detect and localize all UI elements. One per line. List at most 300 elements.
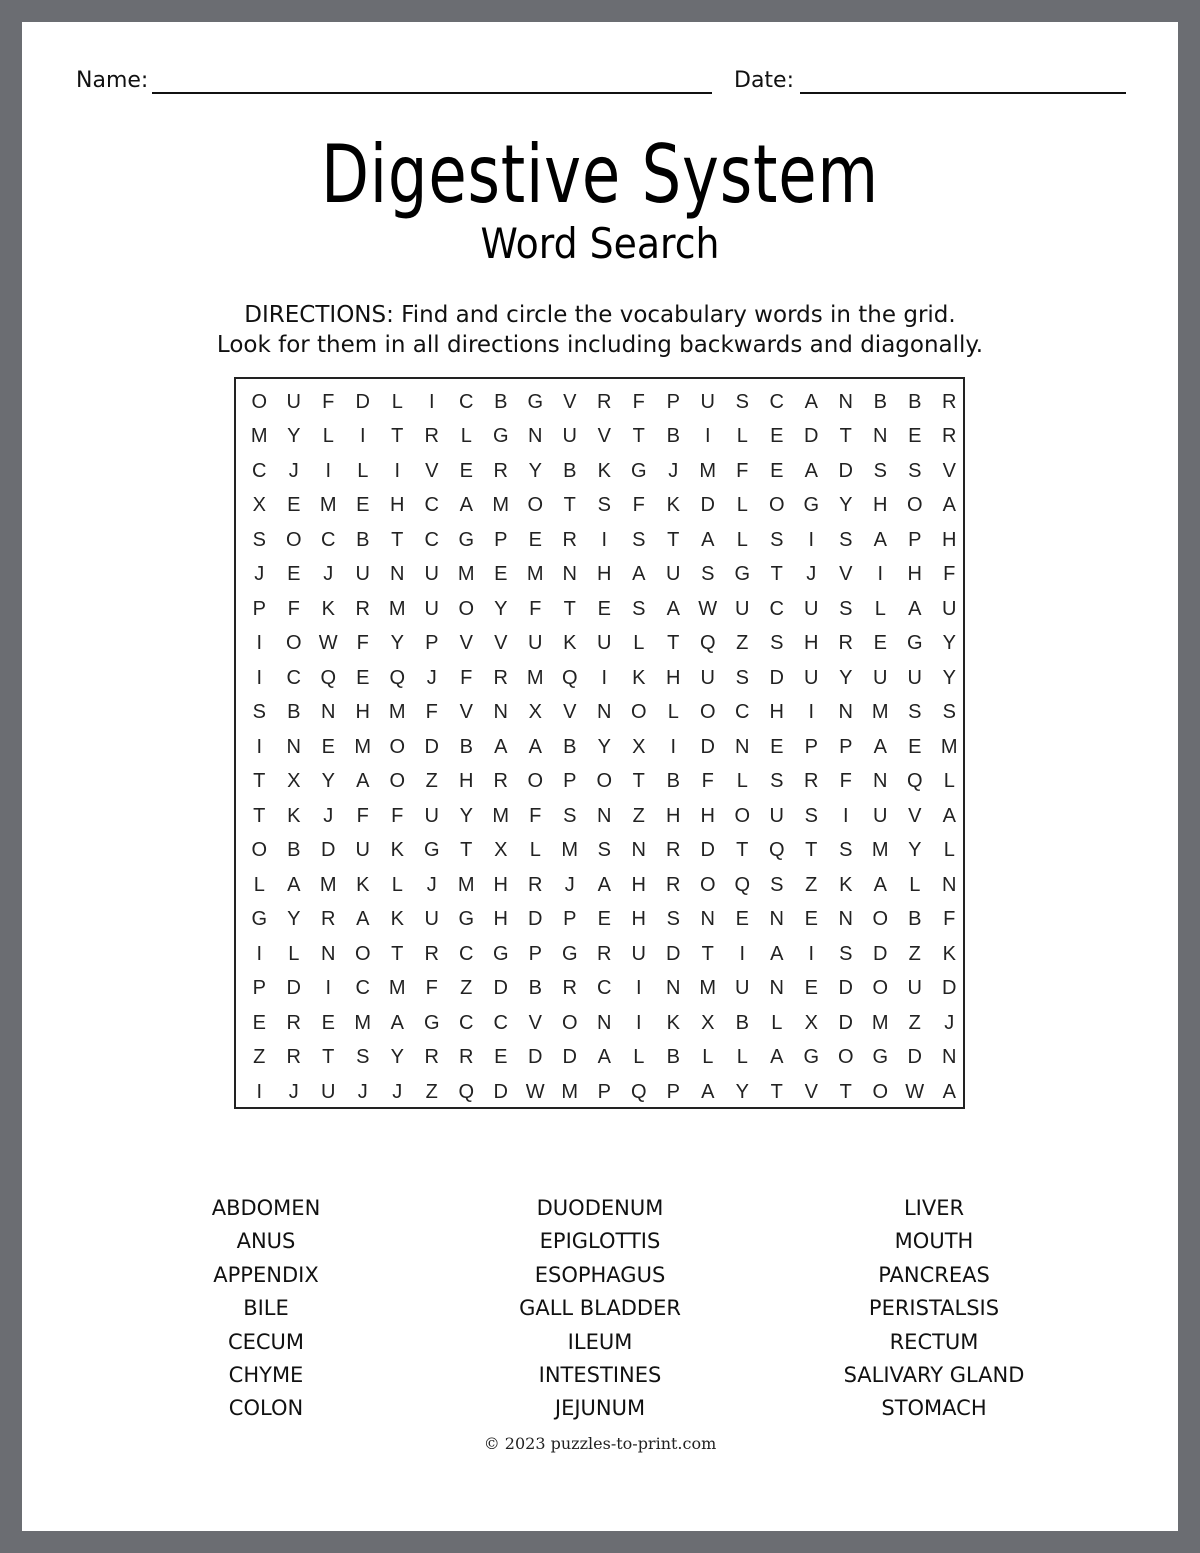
grid-letter[interactable]: F bbox=[356, 804, 369, 827]
grid-letter[interactable]: E bbox=[287, 494, 301, 517]
grid-letter[interactable]: T bbox=[253, 804, 266, 827]
grid-letter[interactable]: V bbox=[804, 1080, 818, 1103]
grid-letter[interactable]: N bbox=[838, 908, 853, 931]
grid-letter[interactable]: M bbox=[526, 563, 544, 586]
grid-letter[interactable]: R bbox=[493, 770, 508, 793]
grid-letter[interactable]: E bbox=[321, 1011, 335, 1034]
grid-letter[interactable]: R bbox=[562, 977, 577, 1000]
grid-letter[interactable]: H bbox=[493, 908, 508, 931]
grid-letter[interactable]: A bbox=[873, 528, 887, 551]
grid-letter[interactable]: J bbox=[288, 1080, 299, 1103]
grid-letter[interactable]: A bbox=[770, 1046, 784, 1069]
grid-letter[interactable]: G bbox=[734, 563, 751, 586]
grid-letter[interactable]: Y bbox=[839, 494, 853, 517]
grid-letter[interactable]: F bbox=[632, 390, 645, 413]
grid-letter[interactable]: J bbox=[564, 873, 575, 896]
grid-letter[interactable]: I bbox=[739, 942, 746, 965]
grid-letter[interactable]: U bbox=[907, 666, 922, 689]
grid-letter[interactable]: R bbox=[597, 390, 612, 413]
grid-letter[interactable]: X bbox=[632, 735, 646, 758]
grid-letter[interactable]: E bbox=[908, 425, 922, 448]
grid-letter[interactable]: Y bbox=[942, 666, 956, 689]
grid-letter[interactable]: K bbox=[597, 459, 611, 482]
grid-letter[interactable]: L bbox=[633, 632, 645, 655]
grid-letter[interactable]: C bbox=[735, 701, 750, 724]
grid-letter[interactable]: W bbox=[698, 597, 718, 620]
grid-letter[interactable]: H bbox=[666, 804, 681, 827]
grid-letter[interactable]: A bbox=[942, 804, 956, 827]
grid-letter[interactable]: E bbox=[494, 1046, 508, 1069]
grid-letter[interactable]: S bbox=[252, 701, 266, 724]
grid-letter[interactable]: O bbox=[768, 494, 785, 517]
grid-letter[interactable]: A bbox=[356, 908, 370, 931]
grid-letter[interactable]: K bbox=[287, 804, 301, 827]
grid-letter[interactable]: V bbox=[494, 632, 508, 655]
grid-letter[interactable]: L bbox=[391, 390, 403, 413]
grid-letter[interactable]: T bbox=[839, 1080, 852, 1103]
grid-letter[interactable]: P bbox=[252, 597, 266, 620]
grid-letter[interactable]: K bbox=[942, 942, 956, 965]
grid-letter[interactable]: N bbox=[769, 908, 784, 931]
grid-letter[interactable]: B bbox=[459, 735, 473, 758]
grid-letter[interactable]: O bbox=[872, 1080, 889, 1103]
grid-letter[interactable]: Z bbox=[425, 1080, 438, 1103]
grid-letter[interactable]: F bbox=[943, 563, 956, 586]
grid-letter[interactable]: Y bbox=[494, 597, 508, 620]
grid-letter[interactable]: X bbox=[252, 494, 266, 517]
grid-letter[interactable]: P bbox=[804, 735, 818, 758]
grid-letter[interactable]: D bbox=[528, 1046, 543, 1069]
grid-letter[interactable]: U bbox=[355, 839, 370, 862]
grid-letter[interactable]: V bbox=[563, 390, 577, 413]
grid-letter[interactable]: T bbox=[839, 425, 852, 448]
grid-letter[interactable]: N bbox=[528, 425, 543, 448]
grid-letter[interactable]: L bbox=[771, 1011, 783, 1034]
grid-letter[interactable]: X bbox=[287, 770, 301, 793]
grid-letter[interactable]: P bbox=[666, 390, 680, 413]
grid-letter[interactable]: Y bbox=[735, 1080, 749, 1103]
grid-letter[interactable]: A bbox=[701, 1080, 715, 1103]
grid-letter[interactable]: K bbox=[666, 494, 680, 517]
grid-letter[interactable]: U bbox=[769, 804, 784, 827]
grid-letter[interactable]: M bbox=[388, 597, 406, 620]
grid-letter[interactable]: T bbox=[632, 770, 645, 793]
grid-letter[interactable]: D bbox=[286, 977, 301, 1000]
grid-letter[interactable]: C bbox=[459, 390, 474, 413]
grid-letter[interactable]: I bbox=[256, 942, 263, 965]
grid-letter[interactable]: N bbox=[321, 701, 336, 724]
grid-letter[interactable]: L bbox=[736, 1046, 748, 1069]
grid-letter[interactable]: X bbox=[701, 1011, 715, 1034]
grid-letter[interactable]: I bbox=[256, 1080, 263, 1103]
grid-letter[interactable]: O bbox=[389, 770, 406, 793]
grid-letter[interactable]: M bbox=[492, 804, 510, 827]
grid-letter[interactable]: B bbox=[287, 701, 301, 724]
grid-letter[interactable]: L bbox=[322, 425, 334, 448]
grid-letter[interactable]: H bbox=[631, 873, 646, 896]
grid-letter[interactable]: X bbox=[494, 839, 508, 862]
grid-letter[interactable]: D bbox=[700, 839, 715, 862]
grid-letter[interactable]: E bbox=[908, 735, 922, 758]
grid-letter[interactable]: H bbox=[700, 804, 715, 827]
grid-letter[interactable]: G bbox=[561, 942, 578, 965]
grid-letter[interactable]: I bbox=[808, 701, 815, 724]
grid-letter[interactable]: V bbox=[459, 632, 473, 655]
grid-letter[interactable]: M bbox=[940, 735, 958, 758]
grid-letter[interactable]: G bbox=[423, 1011, 440, 1034]
grid-letter[interactable]: O bbox=[906, 494, 923, 517]
grid-letter[interactable]: D bbox=[562, 1046, 577, 1069]
grid-letter[interactable]: F bbox=[943, 908, 956, 931]
grid-letter[interactable]: M bbox=[319, 494, 337, 517]
grid-letter[interactable]: R bbox=[321, 908, 336, 931]
grid-letter[interactable]: U bbox=[735, 597, 750, 620]
grid-letter[interactable]: U bbox=[424, 804, 439, 827]
grid-letter[interactable]: W bbox=[318, 632, 338, 655]
grid-letter[interactable]: Y bbox=[390, 1046, 404, 1069]
grid-letter[interactable]: C bbox=[597, 977, 612, 1000]
grid-letter[interactable]: T bbox=[563, 494, 576, 517]
grid-letter[interactable]: R bbox=[286, 1011, 301, 1034]
grid-letter[interactable]: M bbox=[457, 873, 475, 896]
grid-letter[interactable]: R bbox=[424, 1046, 439, 1069]
grid-letter[interactable]: F bbox=[701, 770, 714, 793]
grid-letter[interactable]: G bbox=[527, 390, 544, 413]
grid-letter[interactable]: T bbox=[391, 528, 404, 551]
grid-letter[interactable]: J bbox=[668, 459, 679, 482]
grid-letter[interactable]: O bbox=[837, 1046, 854, 1069]
grid-letter[interactable]: G bbox=[872, 1046, 889, 1069]
grid-letter[interactable]: K bbox=[563, 632, 577, 655]
grid-letter[interactable]: U bbox=[804, 597, 819, 620]
grid-letter[interactable]: E bbox=[770, 425, 784, 448]
grid-letter[interactable]: I bbox=[670, 735, 677, 758]
grid-letter[interactable]: A bbox=[942, 494, 956, 517]
grid-letter[interactable]: H bbox=[804, 632, 819, 655]
grid-letter[interactable]: Z bbox=[632, 804, 645, 827]
grid-letter[interactable]: L bbox=[943, 770, 955, 793]
grid-letter[interactable]: M bbox=[492, 494, 510, 517]
grid-letter[interactable]: Q bbox=[906, 770, 923, 793]
grid-letter[interactable]: K bbox=[321, 597, 335, 620]
grid-letter[interactable]: J bbox=[426, 666, 437, 689]
grid-letter[interactable]: L bbox=[736, 770, 748, 793]
grid-letter[interactable]: L bbox=[736, 425, 748, 448]
grid-letter[interactable]: E bbox=[252, 1011, 266, 1034]
grid-letter[interactable]: B bbox=[908, 908, 922, 931]
grid-letter[interactable]: S bbox=[597, 494, 611, 517]
grid-letter[interactable]: U bbox=[321, 1080, 336, 1103]
grid-letter[interactable]: O bbox=[630, 701, 647, 724]
grid-letter[interactable]: E bbox=[494, 563, 508, 586]
grid-letter[interactable]: S bbox=[908, 459, 922, 482]
grid-letter[interactable]: Q bbox=[389, 666, 406, 689]
grid-letter[interactable]: S bbox=[356, 1046, 370, 1069]
grid-letter[interactable]: D bbox=[493, 1080, 508, 1103]
grid-letter[interactable]: V bbox=[563, 701, 577, 724]
grid-letter[interactable]: A bbox=[873, 735, 887, 758]
grid-letter[interactable]: A bbox=[356, 770, 370, 793]
grid-letter[interactable]: J bbox=[357, 1080, 368, 1103]
grid-letter[interactable]: I bbox=[808, 528, 815, 551]
grid-letter[interactable]: R bbox=[528, 873, 543, 896]
grid-letter[interactable]: P bbox=[839, 735, 853, 758]
grid-letter[interactable]: J bbox=[426, 873, 437, 896]
grid-letter[interactable]: N bbox=[286, 735, 301, 758]
date-field[interactable] bbox=[800, 92, 1126, 94]
grid-letter[interactable]: M bbox=[871, 839, 889, 862]
grid-letter[interactable]: N bbox=[390, 563, 405, 586]
grid-letter[interactable]: P bbox=[563, 770, 577, 793]
grid-letter[interactable]: H bbox=[597, 563, 612, 586]
grid-letter[interactable]: L bbox=[357, 459, 369, 482]
grid-letter[interactable]: N bbox=[735, 735, 750, 758]
grid-letter[interactable]: J bbox=[254, 563, 265, 586]
grid-letter[interactable]: B bbox=[287, 839, 301, 862]
grid-letter[interactable]: V bbox=[425, 459, 439, 482]
grid-letter[interactable]: P bbox=[597, 1080, 611, 1103]
grid-letter[interactable]: Z bbox=[908, 1011, 921, 1034]
grid-letter[interactable]: G bbox=[458, 908, 475, 931]
grid-letter[interactable]: A bbox=[873, 873, 887, 896]
grid-letter[interactable]: W bbox=[905, 1080, 925, 1103]
grid-letter[interactable]: I bbox=[325, 977, 332, 1000]
grid-letter[interactable]: C bbox=[252, 459, 267, 482]
grid-letter[interactable]: M bbox=[561, 839, 579, 862]
grid-letter[interactable]: U bbox=[700, 666, 715, 689]
grid-letter[interactable]: F bbox=[425, 701, 438, 724]
grid-letter[interactable]: M bbox=[354, 1011, 372, 1034]
grid-letter[interactable]: I bbox=[808, 942, 815, 965]
grid-letter[interactable]: M bbox=[699, 977, 717, 1000]
grid-letter[interactable]: K bbox=[666, 1011, 680, 1034]
grid-letter[interactable]: O bbox=[561, 1011, 578, 1034]
grid-letter[interactable]: P bbox=[908, 528, 922, 551]
grid-letter[interactable]: I bbox=[256, 666, 263, 689]
grid-letter[interactable]: T bbox=[460, 839, 473, 862]
grid-letter[interactable]: M bbox=[319, 873, 337, 896]
grid-letter[interactable]: O bbox=[458, 597, 475, 620]
grid-letter[interactable]: C bbox=[286, 666, 301, 689]
grid-letter[interactable]: V bbox=[597, 425, 611, 448]
grid-letter[interactable]: D bbox=[666, 942, 681, 965]
grid-letter[interactable]: S bbox=[839, 597, 853, 620]
grid-letter[interactable]: X bbox=[804, 1011, 818, 1034]
grid-letter[interactable]: D bbox=[424, 735, 439, 758]
grid-letter[interactable]: G bbox=[458, 528, 475, 551]
grid-letter[interactable]: P bbox=[425, 632, 439, 655]
grid-letter[interactable]: R bbox=[838, 632, 853, 655]
grid-letter[interactable]: N bbox=[562, 563, 577, 586]
grid-letter[interactable]: A bbox=[494, 735, 508, 758]
grid-letter[interactable]: S bbox=[252, 528, 266, 551]
grid-letter[interactable]: N bbox=[321, 942, 336, 965]
grid-letter[interactable]: R bbox=[666, 873, 681, 896]
grid-letter[interactable]: C bbox=[459, 1011, 474, 1034]
grid-letter[interactable]: Y bbox=[390, 632, 404, 655]
grid-letter[interactable]: E bbox=[459, 459, 473, 482]
grid-letter[interactable]: E bbox=[597, 597, 611, 620]
grid-letter[interactable]: U bbox=[907, 977, 922, 1000]
grid-letter[interactable]: N bbox=[769, 977, 784, 1000]
grid-letter[interactable]: K bbox=[390, 908, 404, 931]
grid-letter[interactable]: D bbox=[838, 1011, 853, 1034]
grid-letter[interactable]: T bbox=[667, 632, 680, 655]
grid-letter[interactable]: R bbox=[424, 425, 439, 448]
grid-letter[interactable]: F bbox=[356, 632, 369, 655]
grid-letter[interactable]: L bbox=[391, 873, 403, 896]
grid-letter[interactable]: Z bbox=[425, 770, 438, 793]
grid-letter[interactable]: U bbox=[804, 666, 819, 689]
grid-letter[interactable]: L bbox=[288, 942, 300, 965]
grid-letter[interactable]: H bbox=[493, 873, 508, 896]
grid-letter[interactable]: D bbox=[804, 425, 819, 448]
grid-letter[interactable]: D bbox=[769, 666, 784, 689]
grid-letter[interactable]: L bbox=[253, 873, 265, 896]
grid-letter[interactable]: T bbox=[391, 425, 404, 448]
grid-letter[interactable]: A bbox=[459, 494, 473, 517]
grid-letter[interactable]: I bbox=[842, 804, 849, 827]
grid-letter[interactable]: R bbox=[286, 1046, 301, 1069]
grid-letter[interactable]: L bbox=[909, 873, 921, 896]
grid-letter[interactable]: S bbox=[735, 390, 749, 413]
grid-letter[interactable]: T bbox=[770, 563, 783, 586]
grid-letter[interactable]: E bbox=[321, 735, 335, 758]
grid-letter[interactable]: U bbox=[597, 632, 612, 655]
grid-letter[interactable]: O bbox=[699, 873, 716, 896]
grid-letter[interactable]: B bbox=[666, 425, 680, 448]
grid-letter[interactable]: U bbox=[873, 804, 888, 827]
grid-letter[interactable]: A bbox=[942, 1080, 956, 1103]
grid-letter[interactable]: V bbox=[459, 701, 473, 724]
grid-letter[interactable]: E bbox=[770, 459, 784, 482]
grid-letter[interactable]: S bbox=[563, 804, 577, 827]
grid-letter[interactable]: S bbox=[839, 528, 853, 551]
grid-letter[interactable]: W bbox=[525, 1080, 545, 1103]
grid-letter[interactable]: Q bbox=[734, 873, 751, 896]
grid-letter[interactable]: H bbox=[459, 770, 474, 793]
grid-letter[interactable]: U bbox=[355, 563, 370, 586]
grid-letter[interactable]: C bbox=[424, 528, 439, 551]
grid-letter[interactable]: N bbox=[942, 1046, 957, 1069]
grid-letter[interactable]: S bbox=[839, 839, 853, 862]
grid-letter[interactable]: F bbox=[632, 494, 645, 517]
grid-letter[interactable]: B bbox=[494, 390, 508, 413]
grid-letter[interactable]: C bbox=[769, 597, 784, 620]
grid-letter[interactable]: K bbox=[839, 873, 853, 896]
grid-letter[interactable]: Y bbox=[459, 804, 473, 827]
grid-letter[interactable]: F bbox=[287, 597, 300, 620]
grid-letter[interactable]: R bbox=[804, 770, 819, 793]
grid-letter[interactable]: R bbox=[493, 666, 508, 689]
grid-letter[interactable]: L bbox=[633, 1046, 645, 1069]
grid-letter[interactable]: U bbox=[873, 666, 888, 689]
grid-letter[interactable]: A bbox=[597, 1046, 611, 1069]
grid-letter[interactable]: B bbox=[528, 977, 542, 1000]
grid-letter[interactable]: M bbox=[457, 563, 475, 586]
grid-letter[interactable]: B bbox=[666, 770, 680, 793]
grid-letter[interactable]: Z bbox=[736, 632, 749, 655]
grid-letter[interactable]: S bbox=[804, 804, 818, 827]
grid-letter[interactable]: R bbox=[597, 942, 612, 965]
grid-letter[interactable]: N bbox=[838, 390, 853, 413]
grid-letter[interactable]: M bbox=[388, 701, 406, 724]
grid-letter[interactable]: G bbox=[630, 459, 647, 482]
grid-letter[interactable]: E bbox=[804, 977, 818, 1000]
grid-letter[interactable]: Y bbox=[942, 632, 956, 655]
grid-letter[interactable]: E bbox=[528, 528, 542, 551]
grid-letter[interactable]: N bbox=[838, 701, 853, 724]
grid-letter[interactable]: S bbox=[666, 908, 680, 931]
grid-letter[interactable]: E bbox=[597, 908, 611, 931]
grid-letter[interactable]: I bbox=[256, 735, 263, 758]
grid-letter[interactable]: D bbox=[873, 942, 888, 965]
grid-letter[interactable]: O bbox=[354, 942, 371, 965]
grid-letter[interactable]: Q bbox=[699, 632, 716, 655]
grid-letter[interactable]: G bbox=[492, 425, 509, 448]
grid-letter[interactable]: L bbox=[736, 528, 748, 551]
grid-letter[interactable]: G bbox=[803, 494, 820, 517]
grid-letter[interactable]: U bbox=[424, 563, 439, 586]
grid-letter[interactable]: A bbox=[770, 942, 784, 965]
grid-letter[interactable]: S bbox=[770, 632, 784, 655]
grid-letter[interactable]: M bbox=[354, 735, 372, 758]
grid-letter[interactable]: F bbox=[529, 804, 542, 827]
grid-letter[interactable]: V bbox=[839, 563, 853, 586]
grid-letter[interactable]: P bbox=[666, 1080, 680, 1103]
grid-letter[interactable]: Y bbox=[528, 459, 542, 482]
grid-letter[interactable]: V bbox=[528, 1011, 542, 1034]
grid-letter[interactable]: T bbox=[632, 425, 645, 448]
grid-letter[interactable]: O bbox=[527, 494, 544, 517]
grid-letter[interactable]: J bbox=[392, 1080, 403, 1103]
grid-letter[interactable]: T bbox=[563, 597, 576, 620]
grid-letter[interactable]: C bbox=[321, 528, 336, 551]
grid-letter[interactable]: R bbox=[666, 839, 681, 862]
grid-letter[interactable]: H bbox=[390, 494, 405, 517]
grid-letter[interactable]: I bbox=[704, 425, 711, 448]
grid-letter[interactable]: Q bbox=[320, 666, 337, 689]
grid-letter[interactable]: A bbox=[597, 873, 611, 896]
grid-letter[interactable]: L bbox=[736, 494, 748, 517]
grid-letter[interactable]: L bbox=[460, 425, 472, 448]
grid-letter[interactable]: I bbox=[256, 632, 263, 655]
grid-letter[interactable]: N bbox=[873, 425, 888, 448]
grid-letter[interactable]: D bbox=[700, 735, 715, 758]
grid-letter[interactable]: A bbox=[390, 1011, 404, 1034]
grid-letter[interactable]: B bbox=[356, 528, 370, 551]
grid-letter[interactable]: A bbox=[701, 528, 715, 551]
grid-letter[interactable]: E bbox=[356, 494, 370, 517]
grid-letter[interactable]: C bbox=[424, 494, 439, 517]
grid-letter[interactable]: A bbox=[287, 873, 301, 896]
grid-letter[interactable]: R bbox=[942, 425, 957, 448]
grid-letter[interactable]: O bbox=[285, 632, 302, 655]
grid-letter[interactable]: U bbox=[424, 908, 439, 931]
grid-letter[interactable]: A bbox=[908, 597, 922, 620]
grid-letter[interactable]: O bbox=[596, 770, 613, 793]
grid-letter[interactable]: B bbox=[563, 459, 577, 482]
grid-letter[interactable]: P bbox=[528, 942, 542, 965]
grid-letter[interactable]: P bbox=[563, 908, 577, 931]
grid-letter[interactable]: B bbox=[563, 735, 577, 758]
grid-letter[interactable]: F bbox=[736, 459, 749, 482]
grid-letter[interactable]: E bbox=[287, 563, 301, 586]
grid-letter[interactable]: Z bbox=[908, 942, 921, 965]
grid-letter[interactable]: H bbox=[666, 666, 681, 689]
grid-letter[interactable]: T bbox=[253, 770, 266, 793]
grid-letter[interactable]: Q bbox=[458, 1080, 475, 1103]
